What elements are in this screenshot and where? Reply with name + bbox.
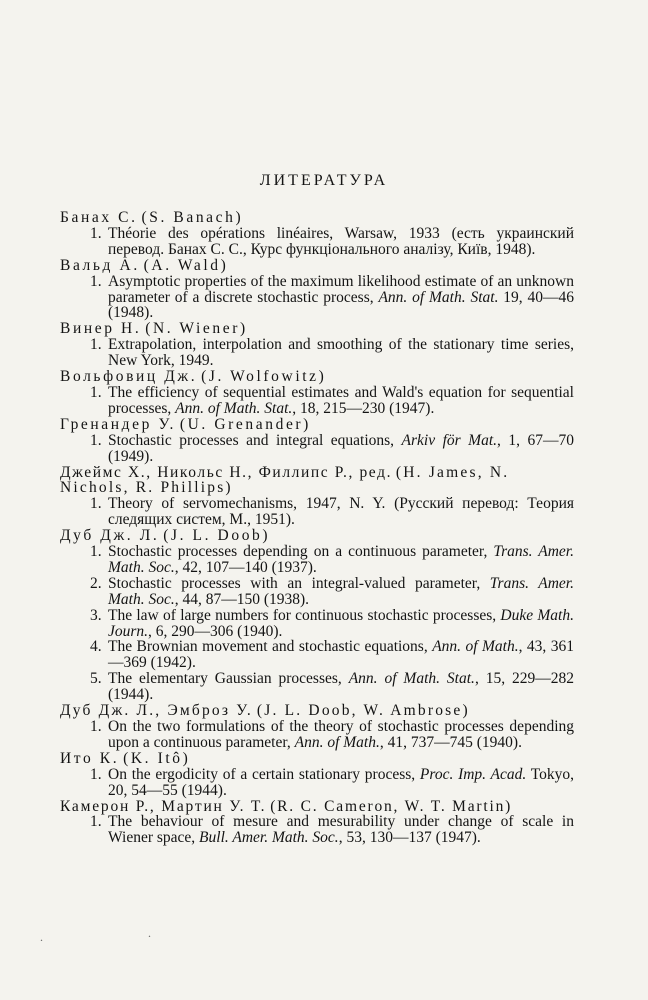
entry-text: On the two formulations of the theory of stochastic processes depending upon a continuous parameter, Ann. of Math., 41, 737—745 (1940). xyxy=(108,718,574,751)
journal-name: Trans. Amer. Math. Soc. xyxy=(108,574,574,608)
journal-name: Bull. Amer. Math. Soc. xyxy=(199,829,339,847)
reference-entry xyxy=(60,671,574,703)
entry-text: Stochastic processes depending on a continuous parameter, Trans. Amer. Math. Soc., 42, 107—140 (1937). xyxy=(108,543,574,576)
entry-number: 1. xyxy=(90,224,102,242)
journal-name: Ann. of Math. Stat. xyxy=(378,288,499,306)
author-latin: (A. Wald) xyxy=(143,256,229,274)
page-title: ЛИТЕРАТУРА xyxy=(259,172,389,189)
entry-text: Théorie des opérations linéaires, Warsaw, 1933 (есть украинский перевод. Банах С. С., Курс функцiонального аналiзу, Київ, 1948). xyxy=(108,224,574,258)
entry-number: 2. xyxy=(90,574,102,592)
journal-name: Proc. Imp. Acad. xyxy=(419,765,527,783)
author-heading xyxy=(60,258,574,274)
author-heading xyxy=(60,321,574,337)
entry-number: 1. xyxy=(90,383,102,401)
reference-entry xyxy=(60,544,574,576)
author-name: Банах С. xyxy=(60,209,138,226)
author-heading xyxy=(60,210,574,226)
entry-text: The efficiency of sequential estimates and Wald's equation for sequential processes, Ann. of Math. Stat., 18, 215—230 (1947). xyxy=(108,383,574,417)
entry-text: Stochastic processes and integral equations, Arkiv för Mat., 1, 67—70 (1949). xyxy=(108,431,575,465)
author-name: Камерон Р., Мартин У. Т. xyxy=(60,797,267,815)
author-name: Ито К. xyxy=(60,749,120,767)
reference-entry xyxy=(60,337,574,369)
author-name: Винер Н. xyxy=(60,320,142,338)
reference-entry xyxy=(60,274,574,322)
author-heading xyxy=(60,528,574,544)
entry-text: Theory of servomechanisms, 1947, N. Y. (Русский перевод: Теория следящих систем, М., 1951). xyxy=(108,495,574,529)
entry-number: 3. xyxy=(90,606,102,624)
author-latin: (J. L. Doob) xyxy=(163,527,271,545)
entry-text: The elementary Gaussian processes, Ann. of Math. Stat., 15, 229—282 (1944). xyxy=(108,670,575,704)
author-name: Дуб Дж. Л., Эмброз У. xyxy=(60,702,253,720)
reference-entry xyxy=(60,496,574,528)
bibliography xyxy=(60,210,574,846)
reference-entry xyxy=(60,719,574,751)
author-heading xyxy=(60,703,574,719)
author-name: Вольфовиц Дж. xyxy=(60,368,198,386)
journal-name: Trans. Amer. Math. Soc. xyxy=(108,543,574,576)
page-mark: . xyxy=(148,926,151,940)
author-latin: (K. Itô) xyxy=(123,749,191,767)
author-heading xyxy=(60,751,574,767)
author-heading xyxy=(60,799,574,815)
entry-number: 1. xyxy=(90,272,102,290)
entry-text: The law of large numbers for continuous stochastic processes, Duke Math. Journ., 6, 290—306 (1940). xyxy=(108,606,574,640)
entry-text: Asymptotic properties of the maximum likelihood estimate of an unknown parameter of a discrete stochastic process, Ann. of Math. Stat. 19, 40—46 (1948). xyxy=(108,272,575,322)
author-latin: (U. Grenander) xyxy=(179,415,311,433)
author-heading xyxy=(60,417,574,433)
reference-entry xyxy=(60,608,574,640)
journal-name: Ann. of Math. xyxy=(294,733,380,751)
author-name: Вальд А. xyxy=(60,256,140,274)
author-latin: (N. Wiener) xyxy=(145,320,248,338)
author-name: Джеймс Х., Никольс Н., Филлипс Р., ред. xyxy=(60,463,393,481)
reference-entry xyxy=(60,576,574,608)
author-heading xyxy=(60,369,574,385)
reference-entry xyxy=(60,639,574,671)
entry-number: 1. xyxy=(90,543,102,561)
entry-number: 4. xyxy=(90,638,102,656)
author-name: Гренандер У. xyxy=(60,415,176,433)
journal-name: Arkiv för Mat. xyxy=(401,431,498,449)
page-mark: . xyxy=(40,930,43,944)
journal-name: Duke Math. Journ. xyxy=(108,606,574,640)
reference-entry xyxy=(60,433,574,465)
reference-entry xyxy=(60,385,574,417)
reference-entry xyxy=(60,814,574,846)
author-latin: (H. James, N. Nichols, R. Phillips) xyxy=(60,463,510,497)
reference-entry xyxy=(60,767,574,799)
entry-number: 1. xyxy=(90,813,102,831)
author-name: Дуб Дж. Л. xyxy=(60,527,160,545)
author-latin: (J. L. Doob, W. Ambrose) xyxy=(256,702,470,720)
author-latin: (S. Banach) xyxy=(141,209,244,226)
entry-text: The Brownian movement and stochastic equations, Ann. of Math., 43, 361—369 (1942). xyxy=(108,638,575,672)
entry-text: On the ergodicity of a certain stationary process, Proc. Imp. Acad. Tokyo, 20, 54—55 (1944). xyxy=(108,765,574,799)
entry-number: 1. xyxy=(90,495,102,513)
author-latin: (R. C. Cameron, W. T. Martin) xyxy=(270,797,513,815)
entry-number: 1. xyxy=(90,336,102,354)
reference-entry xyxy=(60,226,574,258)
journal-name: Ann. of Math. Stat. xyxy=(175,399,293,417)
entry-number: 1. xyxy=(90,718,102,735)
journal-name: Ann. of Math. Stat. xyxy=(348,670,475,688)
author-latin: (J. Wolfowitz) xyxy=(201,368,327,386)
entry-number: 5. xyxy=(90,670,102,688)
journal-name: Ann. of Math. xyxy=(432,638,519,656)
author-heading xyxy=(60,465,574,497)
entry-text: The behaviour of mesure and mesurability under change of scale in Wiener space, Bull. Amer. Math. Soc., 53, 130—137 (1947). xyxy=(108,813,574,847)
entry-text: Extrapolation, interpolation and smoothing of the stationary time series, New York, 1949. xyxy=(108,336,574,370)
entry-text: Stochastic processes with an integral-valued parameter, Trans. Amer. Math. Soc., 44, 87—150 (1938). xyxy=(108,574,574,608)
entry-number: 1. xyxy=(90,765,102,783)
entry-number: 1. xyxy=(90,431,102,449)
